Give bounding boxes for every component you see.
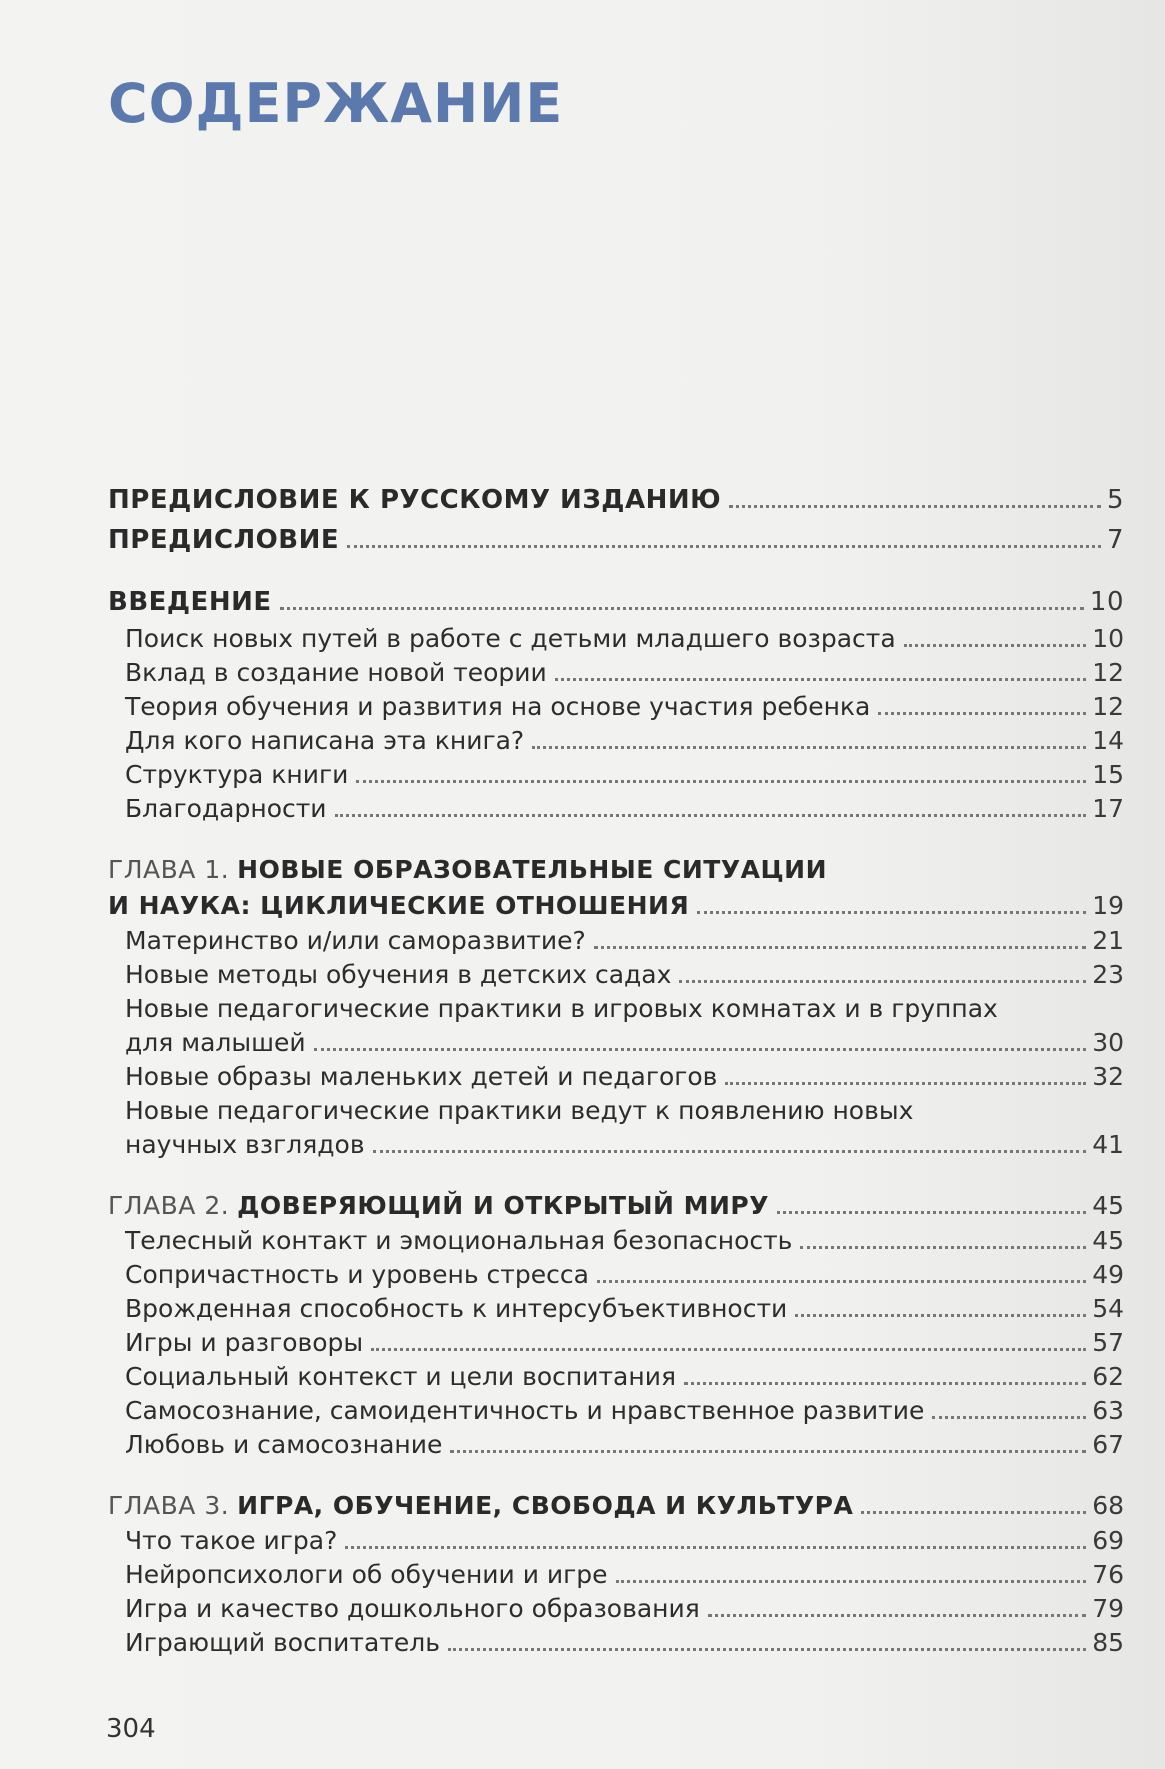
dot-leader xyxy=(729,505,1101,508)
toc-subentry-title: Социальный контекст и цели воспитания xyxy=(125,1362,677,1391)
page-title: СОДЕРЖАНИЕ xyxy=(108,72,564,135)
toc-subentry-title: Вклад в создание новой теории xyxy=(125,658,547,687)
toc-entry-title: ВВЕДЕНИЕ xyxy=(108,587,272,617)
toc-page-number: 45 xyxy=(1092,1226,1124,1255)
chapter-heading-line xyxy=(108,852,1124,888)
toc-page-number: 17 xyxy=(1092,794,1124,823)
spacer xyxy=(108,1162,1124,1188)
dot-leader xyxy=(795,1314,1086,1317)
chapter-title: И НАУКА: ЦИКЛИЧЕСКИЕ ОТНОШЕНИЯ xyxy=(108,891,690,920)
toc-subentry xyxy=(108,1558,1124,1592)
dot-leader xyxy=(597,1280,1086,1283)
table-of-contents xyxy=(108,480,1124,1660)
toc-page-number: 76 xyxy=(1092,1560,1124,1589)
toc-subentry-title: Поиск новых путей в работе с детьми младшего возраста xyxy=(125,624,896,653)
toc-page-number: 57 xyxy=(1092,1328,1124,1357)
toc-entry-title: ПРЕДИСЛОВИЕ xyxy=(108,525,340,555)
toc-page-number: 62 xyxy=(1092,1362,1124,1391)
toc-subentry xyxy=(108,1258,1124,1292)
toc-page-number: 63 xyxy=(1092,1396,1124,1425)
dot-leader xyxy=(448,1648,1086,1651)
toc-subentry xyxy=(108,1060,1124,1094)
toc-page-number: 23 xyxy=(1092,960,1124,989)
dot-leader xyxy=(555,678,1086,681)
toc-page-number: 12 xyxy=(1092,658,1124,687)
toc-page-number: 19 xyxy=(1092,891,1124,920)
dot-leader xyxy=(373,1150,1087,1153)
toc-subentry-title: Структура книги xyxy=(125,760,349,789)
toc-page-number: 12 xyxy=(1092,692,1124,721)
toc-subentry xyxy=(108,1626,1124,1660)
toc-subentry-line: Новые педагогические практики ведут к появлению новых xyxy=(125,1096,914,1125)
toc-subentry-title: Сопричастность и уровень стресса xyxy=(125,1260,589,1289)
toc-page-number: 10 xyxy=(1089,587,1124,617)
toc-page-number: 45 xyxy=(1092,1191,1124,1220)
toc-subentry-title: Новые образы маленьких детей и педагогов xyxy=(125,1062,718,1091)
toc-page-number: 49 xyxy=(1092,1260,1124,1289)
toc-page-number: 15 xyxy=(1092,760,1124,789)
toc-page-number: 54 xyxy=(1092,1294,1124,1323)
dot-leader xyxy=(616,1580,1087,1583)
toc-entry-preface xyxy=(108,520,1124,560)
toc-page-number: 5 xyxy=(1106,485,1124,515)
toc-subentry-title: для малышей xyxy=(125,1028,306,1057)
dot-leader xyxy=(800,1246,1086,1249)
toc-page-number: 30 xyxy=(1092,1028,1124,1057)
toc-subentry-title: Игра и качество дошкольного образования xyxy=(125,1594,700,1623)
toc-page-number: 79 xyxy=(1092,1594,1124,1623)
dot-leader xyxy=(314,1048,1087,1051)
dot-leader xyxy=(280,607,1084,610)
toc-subentry-title: Нейропсихологи об обучении и игре xyxy=(125,1560,608,1589)
toc-page-number: 41 xyxy=(1092,1130,1124,1159)
toc-entry-preface-ru xyxy=(108,480,1124,520)
spacer xyxy=(108,560,1124,582)
toc-subentry xyxy=(108,1428,1124,1462)
toc-page-number: 68 xyxy=(1092,1491,1124,1520)
chapter-prefix: ГЛАВА 2. xyxy=(108,1191,230,1220)
toc-subentry xyxy=(108,1224,1124,1258)
toc-page-number: 21 xyxy=(1092,926,1124,955)
toc-subentry xyxy=(108,1394,1124,1428)
chapter-prefix: ГЛАВА 3. xyxy=(108,1491,230,1520)
dot-leader xyxy=(697,911,1086,914)
toc-subentry-title: Для кого написана эта книга? xyxy=(125,726,525,755)
toc-subentry-title: Теория обучения и развития на основе участия ребенка xyxy=(125,692,871,721)
spacer xyxy=(108,1462,1124,1488)
toc-subentry xyxy=(108,1128,1124,1162)
toc-subentry-title: Что такое игра? xyxy=(125,1526,338,1555)
dot-leader xyxy=(878,712,1086,715)
toc-subentry-line: Новые педагогические практики в игровых комнатах и в группах xyxy=(125,994,998,1023)
toc-page-number: 69 xyxy=(1092,1526,1124,1555)
chapter-heading-line xyxy=(108,888,1124,924)
toc-subentry xyxy=(108,690,1124,724)
toc-subentry-title: Материнство и/или саморазвитие? xyxy=(125,926,586,955)
toc-subentry xyxy=(108,1524,1124,1558)
toc-subentry xyxy=(108,1292,1124,1326)
toc-page-number: 32 xyxy=(1092,1062,1124,1091)
dot-leader xyxy=(371,1348,1086,1351)
dot-leader xyxy=(450,1450,1086,1453)
chapter-title: ИГРА, ОБУЧЕНИЕ, СВОБОДА И КУЛЬТУРА xyxy=(237,1491,854,1520)
toc-page-number: 7 xyxy=(1106,525,1124,555)
chapter-title: НОВЫЕ ОБРАЗОВАТЕЛЬНЫЕ СИТУАЦИИ xyxy=(237,855,828,884)
toc-page-number: 67 xyxy=(1092,1430,1124,1459)
toc-subentry xyxy=(108,1326,1124,1360)
toc-page-number: 10 xyxy=(1092,624,1124,653)
dot-leader xyxy=(347,545,1101,548)
toc-subentry-title: Благодарности xyxy=(125,794,327,823)
toc-subentry-title: Врожденная способность к интерсубъективности xyxy=(125,1294,788,1323)
toc-page-number: 85 xyxy=(1092,1628,1124,1657)
chapter-heading-line xyxy=(108,1488,1124,1524)
toc-subentry xyxy=(108,656,1124,690)
toc-subentry-title: Самосознание, самоидентичность и нравственное развитие xyxy=(125,1396,925,1425)
toc-subentry-title: Новые методы обучения в детских садах xyxy=(125,960,672,989)
toc-subentry-title: Играющий воспитатель xyxy=(125,1628,440,1657)
toc-subentry xyxy=(108,724,1124,758)
toc-entry-title: ПРЕДИСЛОВИЕ К РУССКОМУ ИЗДАНИЮ xyxy=(108,485,722,515)
dot-leader xyxy=(708,1614,1086,1617)
chapter-heading-line xyxy=(108,1188,1124,1224)
dot-leader xyxy=(904,644,1087,647)
toc-subentry-title: научных взглядов xyxy=(125,1130,365,1159)
toc-page-number: 14 xyxy=(1092,726,1124,755)
dot-leader xyxy=(356,780,1086,783)
toc-subentry xyxy=(108,958,1124,992)
dot-leader xyxy=(335,814,1087,817)
toc-subentry-title: Любовь и самосознание xyxy=(125,1430,443,1459)
dot-leader xyxy=(932,1416,1086,1419)
dot-leader xyxy=(532,746,1086,749)
spacer xyxy=(108,826,1124,852)
toc-subentry xyxy=(108,1592,1124,1626)
dot-leader xyxy=(345,1546,1086,1549)
dot-leader xyxy=(679,980,1086,983)
toc-subentry xyxy=(108,758,1124,792)
toc-subentry xyxy=(108,924,1124,958)
toc-subentry-title: Телесный контакт и эмоциональная безопасность xyxy=(125,1226,793,1255)
toc-subentry-title: Игры и разговоры xyxy=(125,1328,364,1357)
toc-subentry xyxy=(108,792,1124,826)
dot-leader xyxy=(684,1382,1086,1385)
toc-entry-intro xyxy=(108,582,1124,622)
page-number: 304 xyxy=(106,1714,156,1744)
dot-leader xyxy=(725,1082,1086,1085)
dot-leader xyxy=(861,1511,1086,1514)
toc-subentry xyxy=(108,622,1124,656)
toc-subentry xyxy=(108,1360,1124,1394)
toc-subentry xyxy=(108,1026,1124,1060)
dot-leader xyxy=(594,946,1086,949)
chapter-title: ДОВЕРЯЮЩИЙ И ОТКРЫТЫЙ МИРУ xyxy=(237,1191,769,1220)
chapter-prefix: ГЛАВА 1. xyxy=(108,855,230,884)
dot-leader xyxy=(777,1211,1086,1214)
